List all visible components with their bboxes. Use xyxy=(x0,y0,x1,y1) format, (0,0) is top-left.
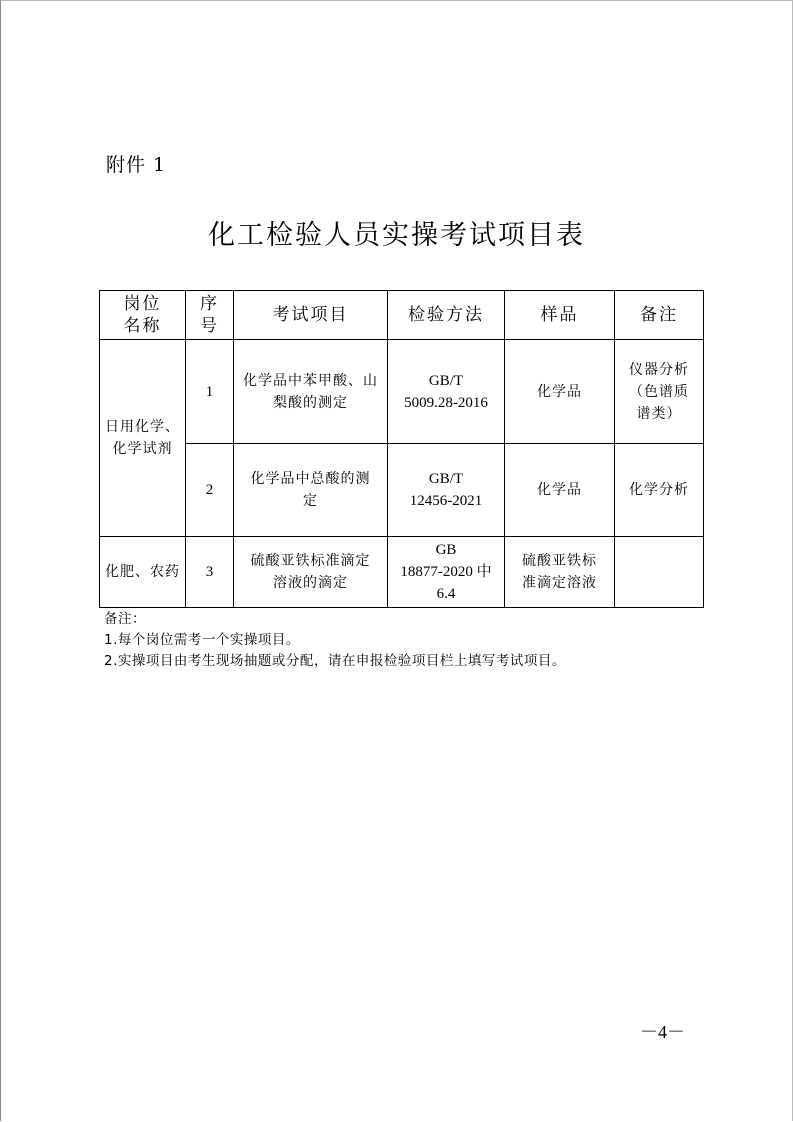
header-sample: 样品 xyxy=(505,291,615,340)
attachment-label: 附件 1 xyxy=(106,154,167,176)
table-row xyxy=(100,537,704,608)
cell-seq: 3 xyxy=(186,537,234,608)
page-title: 化工检验人员实操考试项目表 xyxy=(208,220,585,251)
cell-sample: 化学品 xyxy=(505,340,615,444)
cell-exam-item xyxy=(234,444,388,537)
sample-text: 硫酸亚铁标 准滴定溶液 xyxy=(522,553,597,591)
cell-remark xyxy=(615,340,704,444)
cell-post xyxy=(100,340,186,537)
table-header-row xyxy=(100,291,704,340)
cell-remark xyxy=(615,537,704,608)
cell-seq: 1 xyxy=(186,340,234,444)
header-method: 检验方法 xyxy=(388,291,505,340)
header-remark: 备注 xyxy=(615,291,704,340)
method-text: GB 18877-2020 中 6.4 xyxy=(400,542,492,602)
header-seq xyxy=(186,291,234,340)
cell-method xyxy=(388,340,505,444)
cell-method xyxy=(388,444,505,537)
exam-item-text: 硫酸亚铁标准滴定 溶液的滴定 xyxy=(250,553,371,591)
exam-items-table xyxy=(99,290,704,608)
method-text: GB/T 5009.28-2016 xyxy=(404,372,488,411)
cell-seq: 2 xyxy=(186,444,234,537)
cell-method xyxy=(388,537,505,608)
cell-remark: 化学分析 xyxy=(615,444,704,537)
cell-sample xyxy=(505,537,615,608)
note-item: 1.每个岗位需考一个实操项目。 xyxy=(104,632,300,648)
header-seq-text: 序 号 xyxy=(200,294,219,336)
note-item: 2.实操项目由考生现场抽题或分配，请在申报检验项目栏上填写考试项目。 xyxy=(104,653,566,669)
notes xyxy=(104,609,566,672)
cell-sample: 化学品 xyxy=(505,444,615,537)
header-exam-item: 考试项目 xyxy=(234,291,388,340)
remark-text: 仪器分析 （色谱质 谱类） xyxy=(629,361,689,422)
exam-item-text: 化学品中总酸的测 定 xyxy=(250,471,371,509)
method-text: GB/T 12456-2021 xyxy=(409,471,483,509)
post-text: 日用化学、 化学试剂 xyxy=(105,419,180,457)
table-row xyxy=(100,340,704,444)
table-row xyxy=(100,444,704,537)
header-post xyxy=(100,291,186,340)
exam-item-text: 化学品中苯甲酸、山 梨酸的测定 xyxy=(243,372,378,411)
notes-heading: 备注： xyxy=(104,611,146,627)
cell-post: 化肥、农药 xyxy=(100,537,186,608)
cell-exam-item xyxy=(234,340,388,444)
page-number: －4－ xyxy=(640,1022,685,1042)
cell-exam-item xyxy=(234,537,388,608)
header-post-text: 岗位 名称 xyxy=(123,294,162,336)
